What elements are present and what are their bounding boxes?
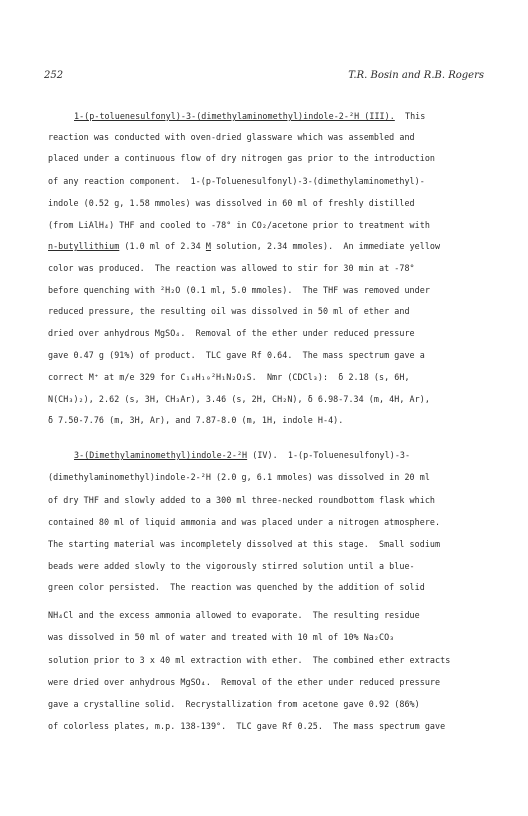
page-number: 252 (44, 70, 64, 81)
para2-line-5: The starting material was incompletely dissolved at this stage. Small sodium (48, 539, 441, 549)
page-header (44, 70, 484, 84)
para2-l1-rest: (IV). 1-(p-Toluenesulfonyl)-3- (247, 450, 411, 460)
para2-line-6: beads were added slowly to the vigorously stirred solution until a blue- (48, 561, 415, 571)
para2-line-10: solution prior to 3 x 40 ml extraction with ether. The combined ether extracts (48, 655, 451, 665)
para1-line-11: dried over anhydrous MgSO₄. Removal of the ether under reduced pressure (48, 328, 415, 338)
para2-heading: 3-(Dimethylaminomethyl)indole-2-²H (74, 450, 248, 460)
para2-line-4: contained 80 ml of liquid ammonia and was placed under a nitrogen atmosphere. (48, 517, 441, 527)
para2-line-13: of colorless plates, m.p. 138-139°. TLC gave Rf 0.25. The mass spectrum gave (48, 721, 446, 731)
para1-line-13: correct M⁺ at m/e 329 for C₁₈H₁₉²H₁N₂O₂S. Nmr (CDCl₃): δ 2.18 (s, 6H, (48, 372, 410, 382)
para2-line-2: (dimethylaminomethyl)indole-2-²H (2.0 g, 6.1 mmoles) was dissolved in 20 ml (48, 472, 430, 482)
para1-line-15: δ 7.50-7.76 (m, 3H, Ar), and 7.87-8.0 (m, 1H, indole H-4). (48, 415, 344, 425)
para1-line-5: indole (0.52 g, 1.58 mmoles) was dissolved in 60 ml of freshly distilled (48, 198, 415, 208)
para2-line-7: green color persisted. The reaction was quenched by the addition of solid (48, 582, 425, 592)
reagent-name: n-butyllithium (48, 241, 120, 251)
para1-line-7 (48, 240, 440, 252)
para1-line-1 (74, 110, 425, 122)
para1-l7b: (1.0 ml of 2.34 (119, 241, 206, 251)
para2-line-8: NH₄Cl and the excess ammonia allowed to evaporate. The resulting residue (48, 610, 420, 620)
para2-line-3: of dry THF and slowly added to a 300 ml three-necked roundbottom flask which (48, 495, 436, 505)
para2-line-9: was dissolved in 50 ml of water and treated with 10 ml of 10% Na₂CO₃ (48, 632, 395, 642)
para1-line-14: N(CH₃)₂), 2.62 (s, 3H, CH₃Ar), 3.46 (s, 2H, CH₂N), δ 6.98-7.34 (m, 4H, Ar), (48, 394, 430, 404)
para1-line-9: before quenching with ²H₂O (0.1 ml, 5.0 mmoles). The THF was removed under (48, 285, 430, 295)
para1-line-10: reduced pressure, the resulting oil was dissolved in 50 ml of ether and (48, 306, 410, 316)
molarity-symbol: M (205, 241, 211, 251)
running-authors: T.R. Bosin and R.B. Rogers (348, 70, 484, 81)
para1-l7d: solution, 2.34 mmoles). An immediate yellow (210, 241, 441, 251)
para1-heading: 1-(p-toluenesulfonyl)-3-(dimethylaminomethyl)indole-2-²H (III). (74, 111, 395, 121)
para2-line-12: gave a crystalline solid. Recrystallization from acetone gave 0.92 (86%) (48, 699, 420, 709)
para1-line-12: gave 0.47 g (91%) of product. TLC gave Rf 0.64. The mass spectrum gave a (48, 350, 425, 360)
para1-line-2: reaction was conducted with oven-dried glassware which was assembled and (48, 132, 415, 142)
para1-line-8: color was produced. The reaction was allowed to stir for 30 min at -78° (48, 263, 415, 273)
para2-line-1 (74, 449, 410, 461)
para1-line-6: (from LiAlH₄) THF and cooled to -78° in CO₂/acetone prior to treatment with (48, 220, 430, 230)
para2-line-11: were dried over anhydrous MgSO₄. Removal of the ether under reduced pressure (48, 677, 441, 687)
para1-line-4: of any reaction component. 1-(p-Toluenesulfonyl)-3-(dimethylaminomethyl)- (48, 176, 425, 186)
para1-l1-rest: This (394, 111, 426, 121)
para1-line-3: placed under a continuous flow of dry nitrogen gas prior to the introduction (48, 153, 436, 163)
